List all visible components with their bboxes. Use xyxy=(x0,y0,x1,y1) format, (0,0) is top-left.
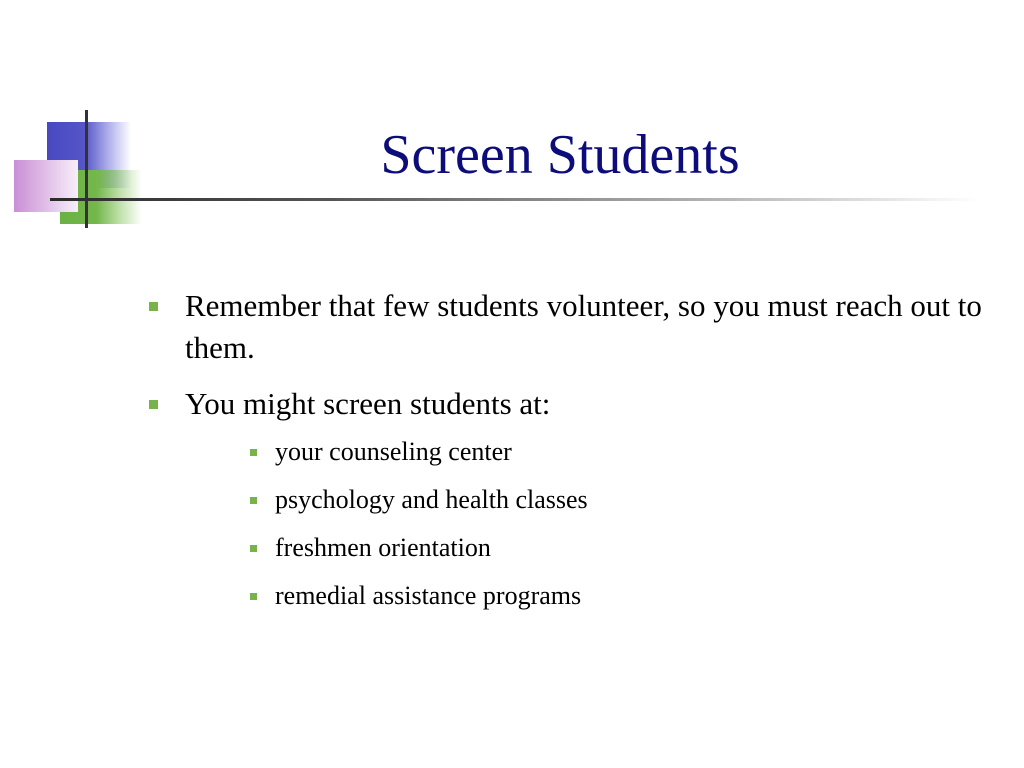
square-bullet-icon xyxy=(250,449,257,456)
sub-bullet-item xyxy=(248,483,988,517)
square-bullet-icon xyxy=(250,593,257,600)
square-bullet-icon xyxy=(250,497,257,504)
vertical-rule-decoration xyxy=(85,110,88,228)
decorative-logo xyxy=(0,0,160,240)
bullet-item xyxy=(148,285,988,369)
sub-bullet-text: freshmen orientation xyxy=(275,533,491,562)
sub-bullet-text: your counseling center xyxy=(275,437,512,466)
square-bullet-icon xyxy=(250,545,257,552)
sub-bullet-item xyxy=(248,435,988,469)
square-bullet-icon xyxy=(149,302,158,311)
bullet-text: Remember that few students volunteer, so you must reach out to them. xyxy=(185,288,982,365)
sub-bullet-list xyxy=(148,435,988,613)
slide-title: Screen Students xyxy=(380,124,740,186)
bullet-text: You might screen students at: xyxy=(185,386,551,421)
title-underline-rule xyxy=(50,198,980,201)
bullet-item xyxy=(148,383,988,425)
sub-bullet-item xyxy=(248,579,988,613)
sub-bullet-item xyxy=(248,531,988,565)
sub-bullet-text: psychology and health classes xyxy=(275,485,588,514)
slide-body xyxy=(148,285,988,627)
pink-square-decoration xyxy=(14,160,78,212)
sub-bullet-text: remedial assistance programs xyxy=(275,581,582,610)
square-bullet-icon xyxy=(149,400,158,409)
